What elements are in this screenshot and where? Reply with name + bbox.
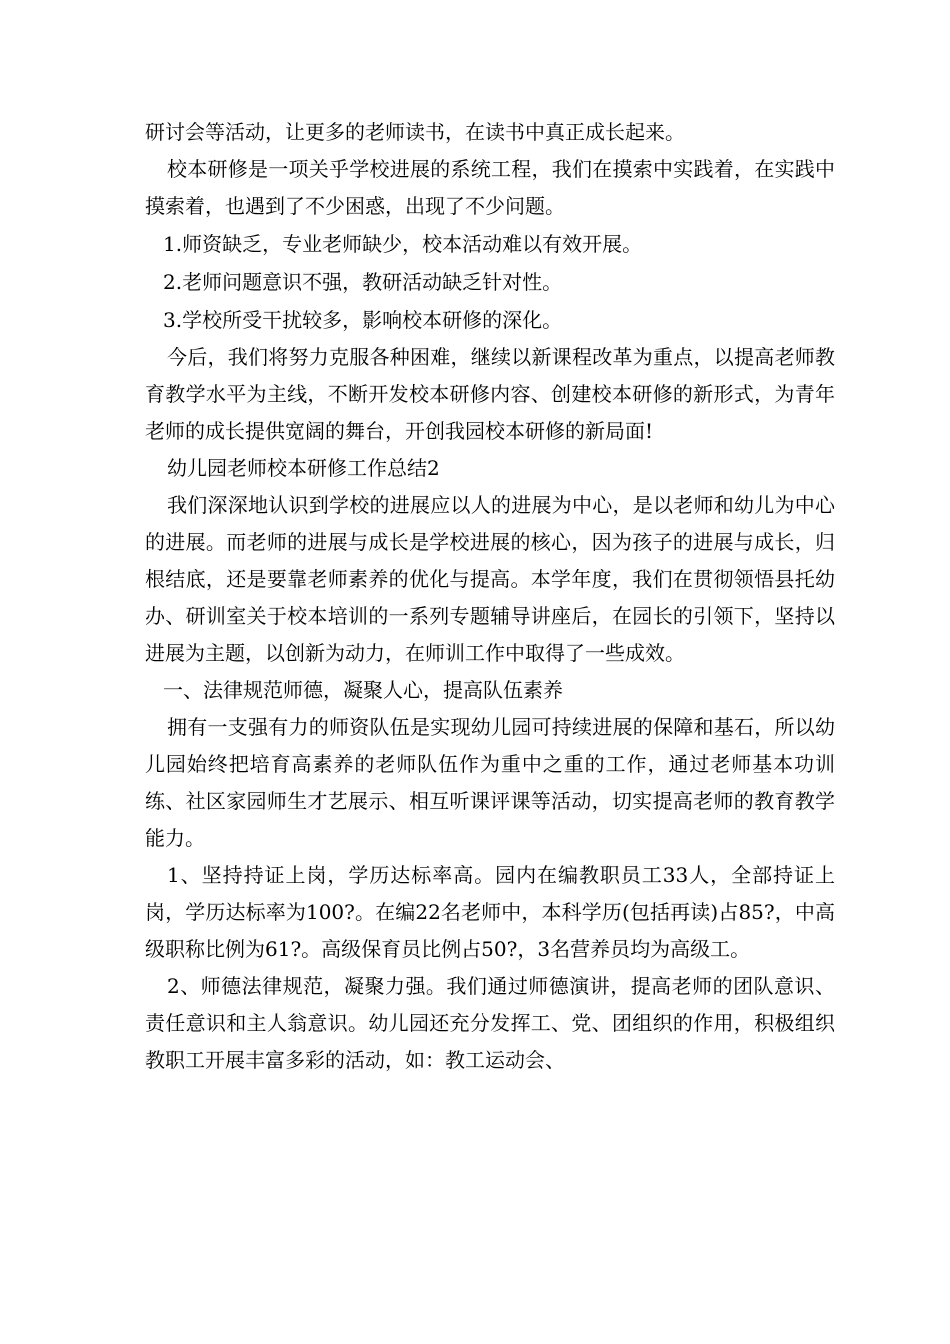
list-item-1: 1.师资缺乏，专业老师缺少，校本活动难以有效开展。 <box>163 232 643 256</box>
paragraph-continuation: 研讨会等活动，让更多的老师读书，在读书中真正成长起来。 <box>145 120 685 144</box>
paragraph-intro: 我们深深地认识到学校的进展应以人的进展为中心，是以老师和幼儿为中心的进展。而老师的进展与成长是学校进展的核心，因为孩子的进展与成长，归根结底，还是要靠老师素养的优化与提高。本学年度，我们在贯彻领悟县托幼办、研训室关于校本培训的一系列专题辅导讲座后，在园长的引领下，坚持以进展为主题，以创新为动力，在师训工作中取得了一些成效。 <box>145 493 835 665</box>
paragraph-school-research: 校本研修是一项关乎学校进展的系统工程，我们在摸索中实践着，在实践中摸索着，也遇到了不少困惑，出现了不少问题。 <box>145 157 835 218</box>
list-item-2: 2.老师问题意识不强，教研活动缺乏针对性。 <box>163 270 563 294</box>
list-item-3: 3.学校所受干扰较多，影响校本研修的深化。 <box>163 308 563 332</box>
paragraph-certification: 1、坚持持证上岗，学历达标率高。园内在编教职员工33人，全部持证上岗，学历达标率为100?。在编22名老师中，本科学历(包括再读)占85?，中高级职称比例为61?。高级保育员比例占50?，3名营养员均为高级工。 <box>145 863 835 961</box>
section-title: 幼儿园老师校本研修工作总结2 <box>167 456 440 480</box>
paragraph-future-plan: 今后，我们将努力克服各种困难，继续以新课程改革为重点，以提高老师教育教学水平为主线，不断开发校本研修内容、创建校本研修的新形式，为青年老师的成长提供宽阔的舞台，开创我园校本研修的新局面! <box>145 345 835 443</box>
paragraph-teacher-team: 拥有一支强有力的师资队伍是实现幼儿园可持续进展的保障和基石，所以幼儿园始终把培育高素养的老师队伍作为重中之重的工作，通过老师基本功训练、社区家园师生才艺展示、相互听课评课等活动，切实提高老师的教育教学能力。 <box>145 715 835 850</box>
paragraph-ethics: 2、师德法律规范，凝聚力强。我们通过师德演讲，提高老师的团队意识、责任意识和主人翁意识。幼儿园还充分发挥工、党、团组织的作用，积极组织教职工开展丰富多彩的活动，如：教工运动会、 <box>145 974 835 1072</box>
document-page <box>145 114 835 1079</box>
section-heading-1: 一、法律规范师德，凝聚人心，提高队伍素养 <box>163 678 563 702</box>
